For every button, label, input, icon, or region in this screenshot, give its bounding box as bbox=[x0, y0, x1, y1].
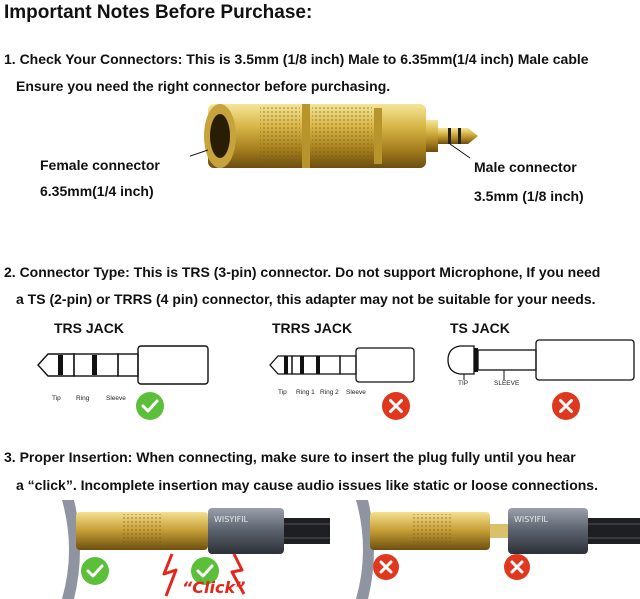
trrs-part-sleeve: Sleeve bbox=[346, 389, 366, 396]
section1-line2: Ensure you need the right connector before purchasing. bbox=[16, 78, 391, 94]
trs-jack-title: TRS JACK bbox=[54, 320, 125, 336]
incomplete-insertion-photo bbox=[356, 500, 640, 599]
section1-line1: 1. Check Your Connectors: This is 3.5mm (1/8 inch) Male to 6.35mm(1/4 inch) Male cable bbox=[4, 51, 589, 67]
ts-jack-diagram bbox=[444, 338, 636, 382]
trrs-jack-title: TRRS JACK bbox=[272, 320, 353, 336]
ts-part-sleeve: SLEEVE bbox=[494, 380, 520, 387]
adapter-photo bbox=[190, 98, 490, 178]
female-connector-label: Female connector bbox=[40, 157, 160, 173]
trs-jack-diagram bbox=[34, 344, 210, 386]
section3-line2: a “click”. Incomplete insertion may cause audio issues like static or loose connections. bbox=[16, 477, 598, 493]
section2-line1: 2. Connector Type: This is TRS (3-pin) connector. Do not support Microphone, If you need bbox=[4, 264, 601, 280]
trs-part-sleeve: Sleeve bbox=[106, 395, 126, 402]
trs-part-ring: Ring bbox=[76, 395, 90, 402]
section3-line1: 3. Proper Insertion: When connecting, make sure to insert the plug fully until you hear bbox=[4, 449, 576, 465]
check-icon bbox=[80, 556, 110, 586]
ts-part-tip: TIP bbox=[458, 380, 469, 387]
brand-text: WISYIFIL bbox=[514, 515, 549, 524]
female-connector-size: 6.35mm(1/4 inch) bbox=[40, 183, 154, 199]
trrs-part-ring2: Ring 2 bbox=[320, 389, 339, 396]
cross-icon bbox=[551, 391, 581, 421]
male-connector-label: Male connector bbox=[474, 159, 577, 175]
trrs-jack-diagram bbox=[266, 344, 416, 386]
trrs-part-ring1: Ring 1 bbox=[296, 389, 315, 396]
check-icon bbox=[135, 391, 165, 421]
page-title: Important Notes Before Purchase: bbox=[4, 2, 313, 23]
trrs-part-tip: Tip bbox=[278, 389, 287, 396]
cross-icon bbox=[503, 553, 531, 581]
section2-line2: a TS (2-pin) or TRRS (4 pin) connector, this adapter may not be suitable for your needs. bbox=[16, 291, 596, 307]
cross-icon bbox=[372, 553, 400, 581]
trs-part-tip: Tip bbox=[52, 395, 61, 402]
brand-text: WISYIFIL bbox=[214, 515, 249, 524]
cross-icon bbox=[381, 391, 411, 421]
male-connector-size: 3.5mm (1/8 inch) bbox=[474, 188, 584, 204]
ts-jack-title: TS JACK bbox=[450, 320, 510, 336]
click-text: “Click” bbox=[182, 578, 246, 597]
